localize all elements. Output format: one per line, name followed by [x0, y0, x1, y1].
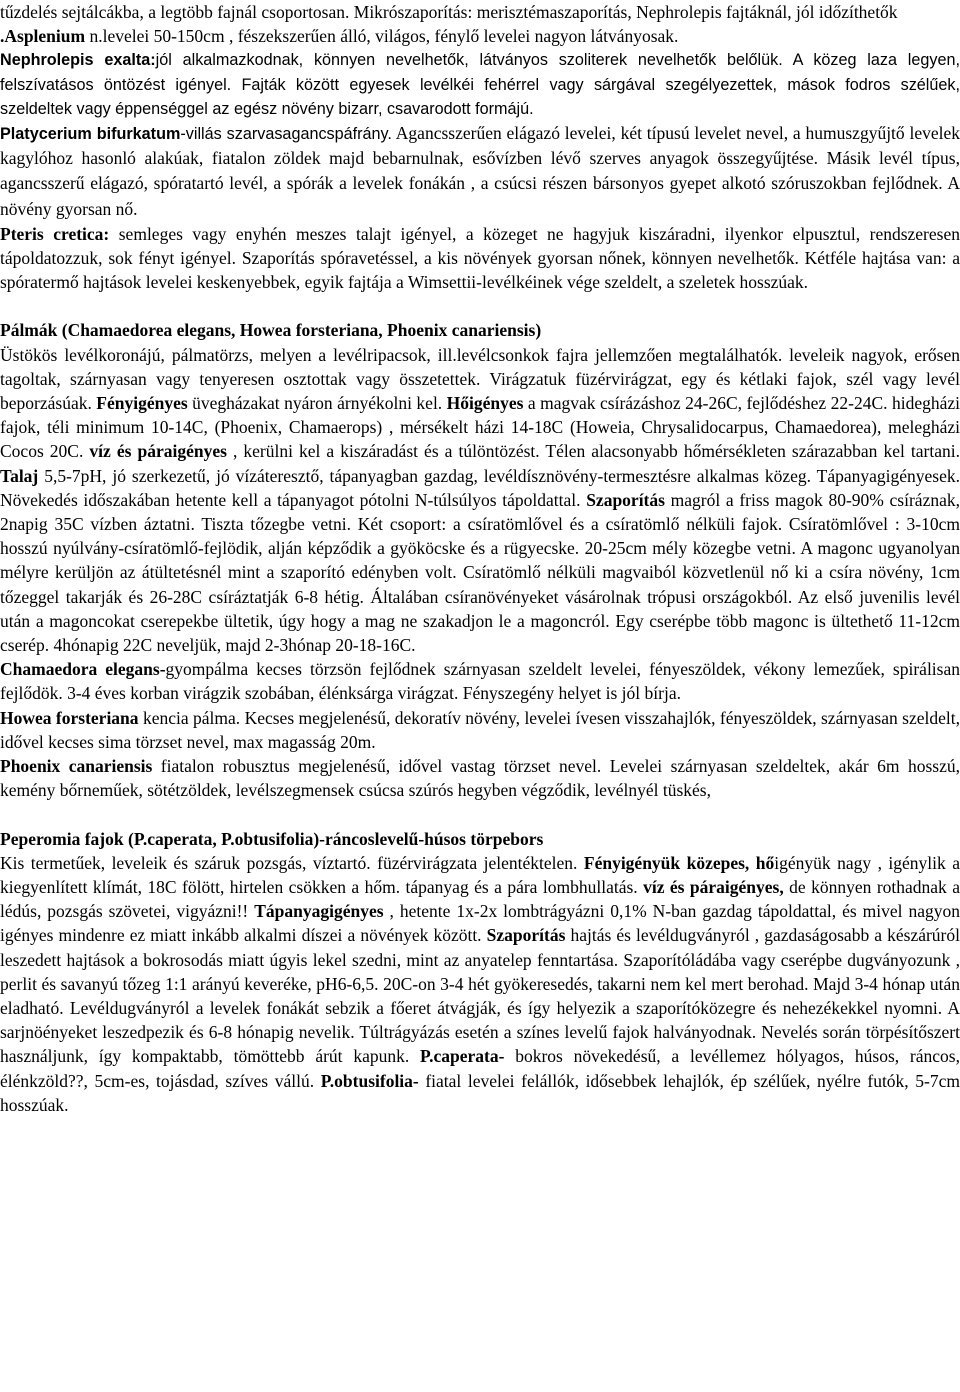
peperomia-bold-viz: víz és páraigényes,: [643, 876, 784, 897]
peperomia-bold-tapanyag: Tápanyagigényes: [254, 901, 384, 922]
platycerium-rest: Agancsszerűen elágazó levelei, két típusú levelet nevel, a humuszgyűjtő levelek kagylóhoz hasonló alakúak, fiatalon zöldek majd bebarnulnak, esővízben lévő szerves anyagok összegyűjtése. Másik levél típus, agancsszerű elágazó, spóratartó levél, a spórák a levelek fonákán , a csúcsi részen bársonyos gyepet alkotó szóruszokban fejlődnek. A növény gyorsan nő.: [0, 123, 960, 219]
intro-line1: tűzdelés sejtálcákba, a legtöbb fajnál csoportosan. Mikrószaporítás: merisztémaszaporítás, Nephrolepis fajtáknál, jól időzíthetők: [0, 2, 898, 22]
peperomia-bold-feny: Fényigényük közepes, hő: [583, 852, 775, 873]
palms-text-f: 5,5-7pH, jó szerkezetű, jó vízáteresztő, tápanyagban gazdag, levéldísznövény-termesztésre alkalmas közeg. Tápanyagigényesek. Növekedés időszakában hetente kell a tápanyagot pótolni N-túlsúlyos tápoldattal.: [0, 465, 960, 510]
asplenium-term: .Asplenium: [0, 26, 86, 47]
phoenix-term: Phoenix canariensis: [0, 756, 153, 777]
peperomia-text-f: hajtás és levéldugványról , gazdaságosabb a készárúról leszedett hajtások a bokrosodás miatt úgyis lekel szedni, mint az anyatelep fenntartása. Szaporítóládába vagy cserépbe dugványozunk , perlit és savanyú tőzeg 1:1 arányú keveréke, pH6-6,5. 20C-on 3-4 hét gyökeresedés, takarni nem kel mert berohad. Majd 3-4 hónap után eladható. Levéldugványról a levelek fonákát sebzik a főeret átvágják, és így helyezik a szaporítóközegre és nehezékekkel nyomni. A sarjnöényeket leszedpezik és 6-8 hónapig nevelik. Túltrágyázás esetén a színes levelű fajok halványodnak. Nevelés során törpésítőszert használjunk, így kompaktabb, tömöttebb árút kapunk.: [0, 925, 960, 1067]
chamaedora-text: gyompálma kecses törzsön fejlődnek szárnyasan szeldelt levelei, fényeszöldek, vékony lemezűek, spirálisan fejlődök. 3-4 éves korban virágzik szobában, élénksárga virágzat. Fényszegény helyet is jól bírja.: [0, 659, 960, 704]
nephrolepis-term: Nephrolepis exalta:: [0, 51, 156, 70]
chamaedora-term: Chamaedora elegans-: [0, 659, 166, 680]
palms-bold-talaj: Talaj: [0, 465, 39, 486]
palms-paragraph: [0, 343, 960, 658]
nephrolepis-paragraph: [0, 48, 960, 221]
howea-paragraph: [0, 706, 960, 754]
palms-bold-szaporitas: Szaporítás: [586, 489, 665, 510]
peperomia-bold-szaporitas: Szaporítás: [486, 925, 566, 946]
platycerium-term: Platycerium bifurkatum: [0, 125, 181, 144]
phoenix-paragraph: [0, 754, 960, 802]
peperomia-text-c: igényük nagy , igénylik a kiegyenlített klímát, 18C fölött, hirtelen csökken a hőm. tápanyag és a pára lombhullatás.: [0, 852, 960, 897]
pteris-term: Pteris cretica:: [0, 223, 110, 244]
peperomia-text-a: Kis termetűek, leveleik és száruk pozsgás, víztartó. füzérvirágzata jelentéktelen.: [0, 852, 584, 873]
chamaedora-paragraph: [0, 657, 960, 705]
pteris-text: semleges vagy enyhén meszes talajt igényel, a közeget ne hagyjuk kiszáradni, ilyenkor elpusztul, rendszeresen tápoldatozzuk, sok fényt igényel. Szaporítás spóravetéssel, a kis növények gyorsan nőnek, könnyen nevelhetők. Kétféle hajtása van: a spóratermő hajtások levelei keskenyebbek, egyik fajtája a Wimsettii-levélkéinek vége szeldelt, a szeletek hosszúak.: [0, 223, 960, 293]
palms-text-a: Üstökös levélkoronájú, pálmatörzs, melyen a levélripacsok, ill.levélcsonkok fajra jellemzően megtalálhatók. leveleik nagyok, erősen tagoltak, szárnyasan vagy tenyeresen osztottak vagy összetettek. Virágzatuk füzérvirágzat, egy és kétlaki fajok, szél vagy levél beporzásúak.: [0, 344, 960, 414]
platycerium-text: -villás szarvasagancspáfrány.: [180, 125, 392, 144]
asplenium-text: n.levelei 50-150cm , fészekszerűen álló, világos, fénylő levelei nagyon látványosak.: [85, 26, 679, 47]
howea-text: kencia pálma. Kecses megjelenésű, dekoratív növény, levelei ívesen visszahajlók, fényeszöldek, szárnyasan szeldelt, idővel kecses sima törzset nevel, max magasság 20m.: [0, 707, 960, 752]
peperomia-bold-caperata: P.caperata-: [420, 1046, 505, 1067]
palms-bold-fenyigenyes: Fényigényes: [96, 393, 188, 414]
peperomia-text-g: bokros növekedésű, a levéllemez hólyagos, húsos, ráncos, élénkzöld??, 5cm-es, tojásdad, szíves vállú.: [0, 1046, 960, 1091]
palms-heading: Pálmák (Chamaedorea elegans, Howea forsteriana, Phoenix canariensis): [0, 320, 542, 341]
peperomia-heading: Peperomia fajok (P.caperata, P.obtusifolia)-ráncoslevelű-húsos törpebors: [0, 828, 544, 849]
howea-term: Howea forsteriana: [0, 707, 139, 728]
palms-text-c: üvegházakat nyáron árnyékolni kel.: [187, 393, 447, 414]
palms-bold-hoigenyes: Hőigényes: [446, 393, 524, 414]
phoenix-text: fiatalon robusztus megjelenésű, idővel vastag törzset nevel. Levelei szárnyasan szeldeltek, akár 6m hosszú, kemény bőrneműek, sötétzöldek, levélszegmensek csúcsa szúrós hegyben végződik, levélnyél tüskés,: [0, 756, 960, 801]
palms-text-d: a magvak csírázáshoz 24-26C, fejlődéshez 22-24C. hidegházi fajok, téli minimum 10-14C, (Phoenix, Chamaerops) , mérsékelt házi 14-18C (Howeia, Chrysalidocarpus, Chamaedorea), melegházi Cocos 20C.: [0, 393, 960, 462]
intro-paragraph-1: [0, 0, 960, 48]
palms-text-e: , kerülni kel a kiszáradást és a túlöntözést. Télen alacsonyabb hőmérsékleten szárazabban kel tartani.: [226, 441, 960, 462]
peperomia-text-e: , hetente 1x-2x lombtrágyázni 0,1% N-ban gazdag tápoldattal, és mivel nagyon igényes mindenre ez miatt inkább alkalmi díszei a növények között.: [0, 901, 960, 946]
palms-bold-viz: víz és páraigényes: [89, 441, 227, 462]
palms-text-g: magról a friss magok 80-90% csíráznak, 2napig 35C vízben áztatni. Tiszta tőzegbe vetni. Két csoport: a csíratömlővel és a csíratömlő nélküli fajok. Csíratömlővel : 3-10cm hosszú nyúlvány-csíratömlő-fejlödik, alján képződik a gyököcske és a rügyecske. 20-25cm mély közegbe vetni. A magonc ugyanolyan mélyre kerüljön az átültetésnél mint a szaporító edényben volt. Csíratömlő nélküli magvaiból közvetlenül nő ki a csíra növény, 1cm tőzeggel takarják és 26-28C csíráztatják 6-8 hétig. Általában csíranövényeket vásárolnak trópusi országokból. Az első juvenilis levél után a magoncokat cserepekbe ültetik, úgy hogy a mag ne szakadjon le a magoncról. Egy cserépbe több magonc is ültethető 11-12cm cserép. 4hónapig 22C neveljük, majd 2-3hónap 20-18-16C.: [0, 489, 960, 656]
pteris-paragraph: [0, 222, 960, 295]
peperomia-bold-obtusifolia: P.obtusifolia-: [320, 1070, 419, 1091]
peperomia-text-h: fiatal levelei felállók, idősebbek lehajlók, ép szélűek, nyélre futók, 5-7cm hosszúak.: [0, 1070, 960, 1115]
nephrolepis-text: jól alkalmazkodnak, könnyen nevelhetők, látványos szoliterek nevelhetők belőlük. A közeg laza legyen, felszívatásos öntözést igényel. Fajták között egyesek levélkéi fehérrel vagy sárgával szegélyezettek, mások fodros szélűek, szeldeltek vagy éppenséggel az egész növény bizarr, csavarodott formájú.: [0, 51, 960, 118]
peperomia-paragraph: [0, 851, 960, 1117]
peperomia-text-d: de könnyen rothadnak a lédús, pozsgás szövetei, vigyázni!!: [0, 876, 960, 922]
